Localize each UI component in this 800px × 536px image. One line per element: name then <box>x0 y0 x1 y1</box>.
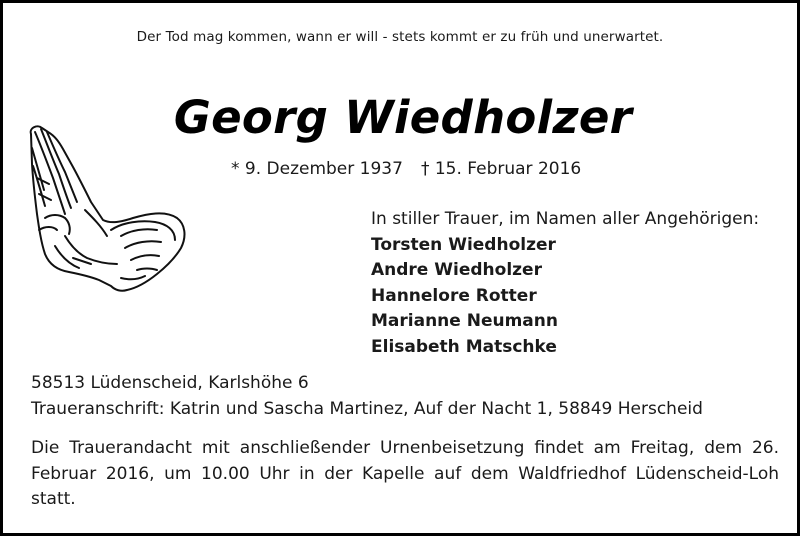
mourners-intro: In stiller Trauer, im Namen aller Angehörigen: <box>371 209 760 229</box>
mourner-name: Andre Wiedholzer <box>371 260 542 280</box>
mourners-block <box>371 207 759 360</box>
residence-address: 58513 Lüdenscheid, Karlshöhe 6 <box>31 373 309 393</box>
praying-hands-icon <box>25 118 190 303</box>
life-dates <box>231 159 581 179</box>
birth-date: * 9. Dezember 1937 <box>231 159 403 179</box>
mourner-name: Elisabeth Matschke <box>371 336 557 357</box>
motto-quote: Der Tod mag kommen, wann er will - stets kommt er zu früh und unerwartet. <box>136 29 664 45</box>
ceremony-notice: Die Trauerandacht mit anschließender Urnenbeisetzung findet am Freitag, dem 26. Februar 2016, um 10.00 Uhr in der Kapelle auf dem Waldfriedhof Lüdenscheid-Loh statt. <box>31 438 779 509</box>
mourning-address: Traueranschrift: Katrin und Sascha Martinez, Auf der Nacht 1, 58849 Herscheid <box>31 398 703 419</box>
address-block <box>31 371 703 422</box>
deceased-name: Georg Wiedholzer <box>173 91 633 144</box>
mourner-name: Torsten Wiedholzer <box>371 234 556 255</box>
mourner-name: Marianne Neumann <box>371 311 558 331</box>
mourner-name: Hannelore Rotter <box>371 285 537 306</box>
death-date: † 15. Februar 2016 <box>420 159 582 179</box>
